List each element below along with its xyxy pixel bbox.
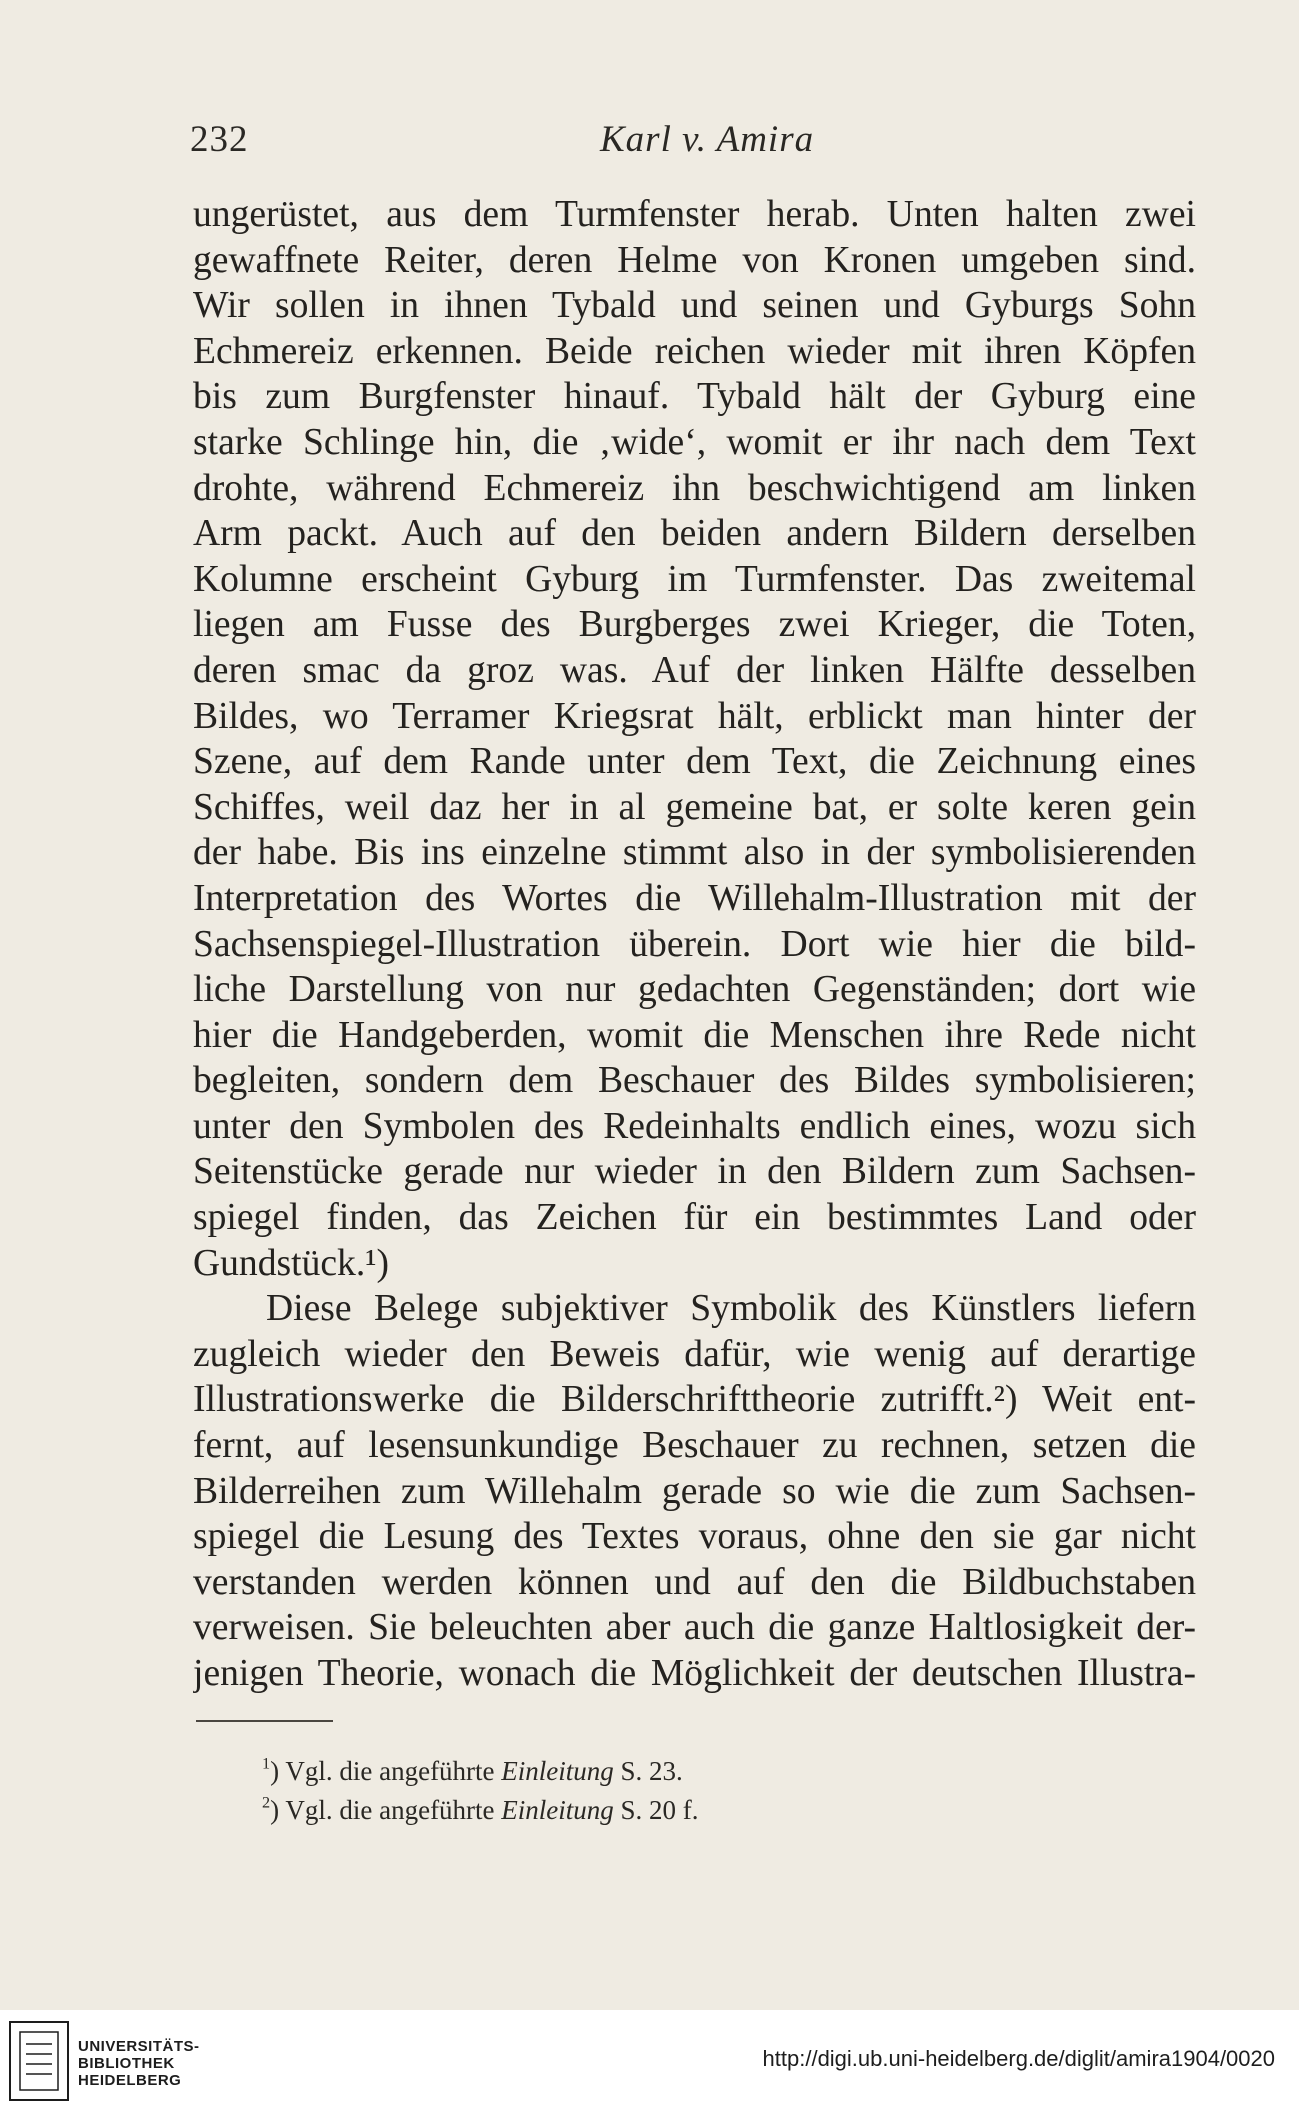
text-line: verweisen. Sie beleuchten aber auch die ganze Haltlosigkeit der- — [193, 1607, 1196, 1649]
footnote-mark: 1 — [262, 1754, 271, 1773]
text-line: gewaffnete Reiter, deren Helme von Kronen umgeben sind. — [193, 239, 1196, 281]
text-line: bis zum Burgfenster hinauf. Tybald hält der Gyburg eine — [193, 376, 1196, 418]
text-line: Echmereiz erkennen. Beide reichen wieder mit ihren Köpfen — [193, 330, 1196, 372]
running-head: Karl v. Amira — [600, 119, 815, 160]
footnote-prefix: Vgl. die angeführte — [285, 1795, 495, 1825]
text-line: Bildes, wo Terramer Kriegsrat hält, erblickt man hinter der — [193, 695, 1196, 737]
text-line: Seitenstücke gerade nur wieder in den Bildern zum Sachsen- — [193, 1151, 1196, 1193]
footnotes — [262, 1752, 699, 1830]
text-line: Arm packt. Auch auf den beiden andern Bildern derselben — [193, 513, 1196, 555]
text-line: Kolumne erscheint Gyburg im Turmfenster. Das zweitemal — [193, 558, 1196, 600]
footnote-work: Einleitung — [501, 1795, 614, 1825]
institution-name — [78, 2038, 200, 2089]
text-line: Schiffes, weil daz her in al gemeine bat, er solte keren gein — [193, 786, 1196, 828]
footnote-ref: S. 23. — [620, 1756, 683, 1786]
footnote-rule — [196, 1720, 333, 1722]
text-line: Sachsenspiegel-Illustration überein. Dort wie hier die bild- — [193, 923, 1196, 965]
text-line: zugleich wieder den Beweis dafür, wie wenig auf derartige — [193, 1333, 1196, 1375]
text-line: fernt, auf lesensunkundige Beschauer zu rechnen, setzen die — [193, 1425, 1196, 1467]
text-line: ungerüstet, aus dem Turmfenster herab. Unten halten zwei — [193, 194, 1196, 235]
text-line: Diese Belege subjektiver Symbolik des Künstlers liefern — [266, 1288, 1196, 1330]
text-line: begleiten, sondern dem Beschauer des Bildes symbolisieren; — [193, 1060, 1196, 1102]
text-line: Illustrationswerke die Bilderschrifttheorie zutrifft.²) Weit ent- — [193, 1379, 1196, 1421]
text-line: Wir sollen in ihnen Tybald und seinen und Gyburgs Sohn — [193, 285, 1196, 327]
text-line: der habe. Bis ins einzelne stimmt also in der symbolisierenden — [193, 832, 1196, 874]
page-number: 232 — [190, 119, 249, 160]
text-line: liche Darstellung von nur gedachten Gegenständen; dort wie — [193, 969, 1196, 1011]
footnote-ref: S. 20 f. — [620, 1795, 699, 1825]
text-line: hier die Handgeberden, womit die Menschen ihre Rede nicht — [193, 1014, 1196, 1056]
footnote: $^2$) Vgl. die angeführte Einleitung S. 20 f. — [262, 1793, 699, 1825]
institution-line: HEIDELBERG — [78, 2072, 182, 2089]
university-seal-icon — [6, 2018, 72, 2104]
footnote: $^1$) Vgl. die angeführte Einleitung S. 23. — [262, 1754, 683, 1786]
text-line: drohte, während Echmereiz ihn beschwichtigend am linken — [193, 467, 1196, 509]
text-line: spiegel finden, das Zeichen für ein bestimmtes Land oder — [193, 1197, 1196, 1239]
body-text — [193, 192, 1196, 1697]
text-line: starke Schlinge hin, die ‚wide‘, womit er ihr nach dem Text — [193, 421, 1196, 463]
text-line: deren smac da groz was. Auf der linken Hälfte desselben — [193, 649, 1196, 691]
text-line: unter den Symbolen des Redeinhalts endlich eines, wozu sich — [193, 1105, 1196, 1147]
text-line: liegen am Fusse des Burgberges zwei Krieger, die Toten, — [193, 604, 1196, 646]
footnote-mark: 2 — [262, 1793, 271, 1812]
text-line: verstanden werden können und auf den die Bildbuchstaben — [193, 1561, 1196, 1603]
institution-line: BIBLIOTHEK — [78, 2055, 175, 2072]
text-line: Bilderreihen zum Willehalm gerade so wie die zum Sachsen- — [193, 1470, 1196, 1512]
text-line: Gundstück.¹) — [193, 1242, 390, 1284]
source-url-link[interactable]: http://digi.ub.uni-heidelberg.de/diglit/amira1904/0020 — [762, 2046, 1275, 2071]
text-line: jenigen Theorie, wonach die Möglichkeit der deutschen Illustra- — [193, 1653, 1196, 1694]
institution-line: UNIVERSITÄTS- — [78, 2038, 200, 2055]
text-line: Interpretation des Wortes die Willehalm-Illustration mit der — [193, 877, 1196, 919]
text-line: spiegel die Lesung des Textes voraus, ohne den sie gar nicht — [193, 1516, 1196, 1558]
page-header — [190, 118, 1195, 168]
text-line: Szene, auf dem Rande unter dem Text, die Zeichnung eines — [193, 741, 1196, 783]
footnote-work: Einleitung — [501, 1756, 614, 1786]
footnote-prefix: Vgl. die angeführte — [285, 1756, 495, 1786]
